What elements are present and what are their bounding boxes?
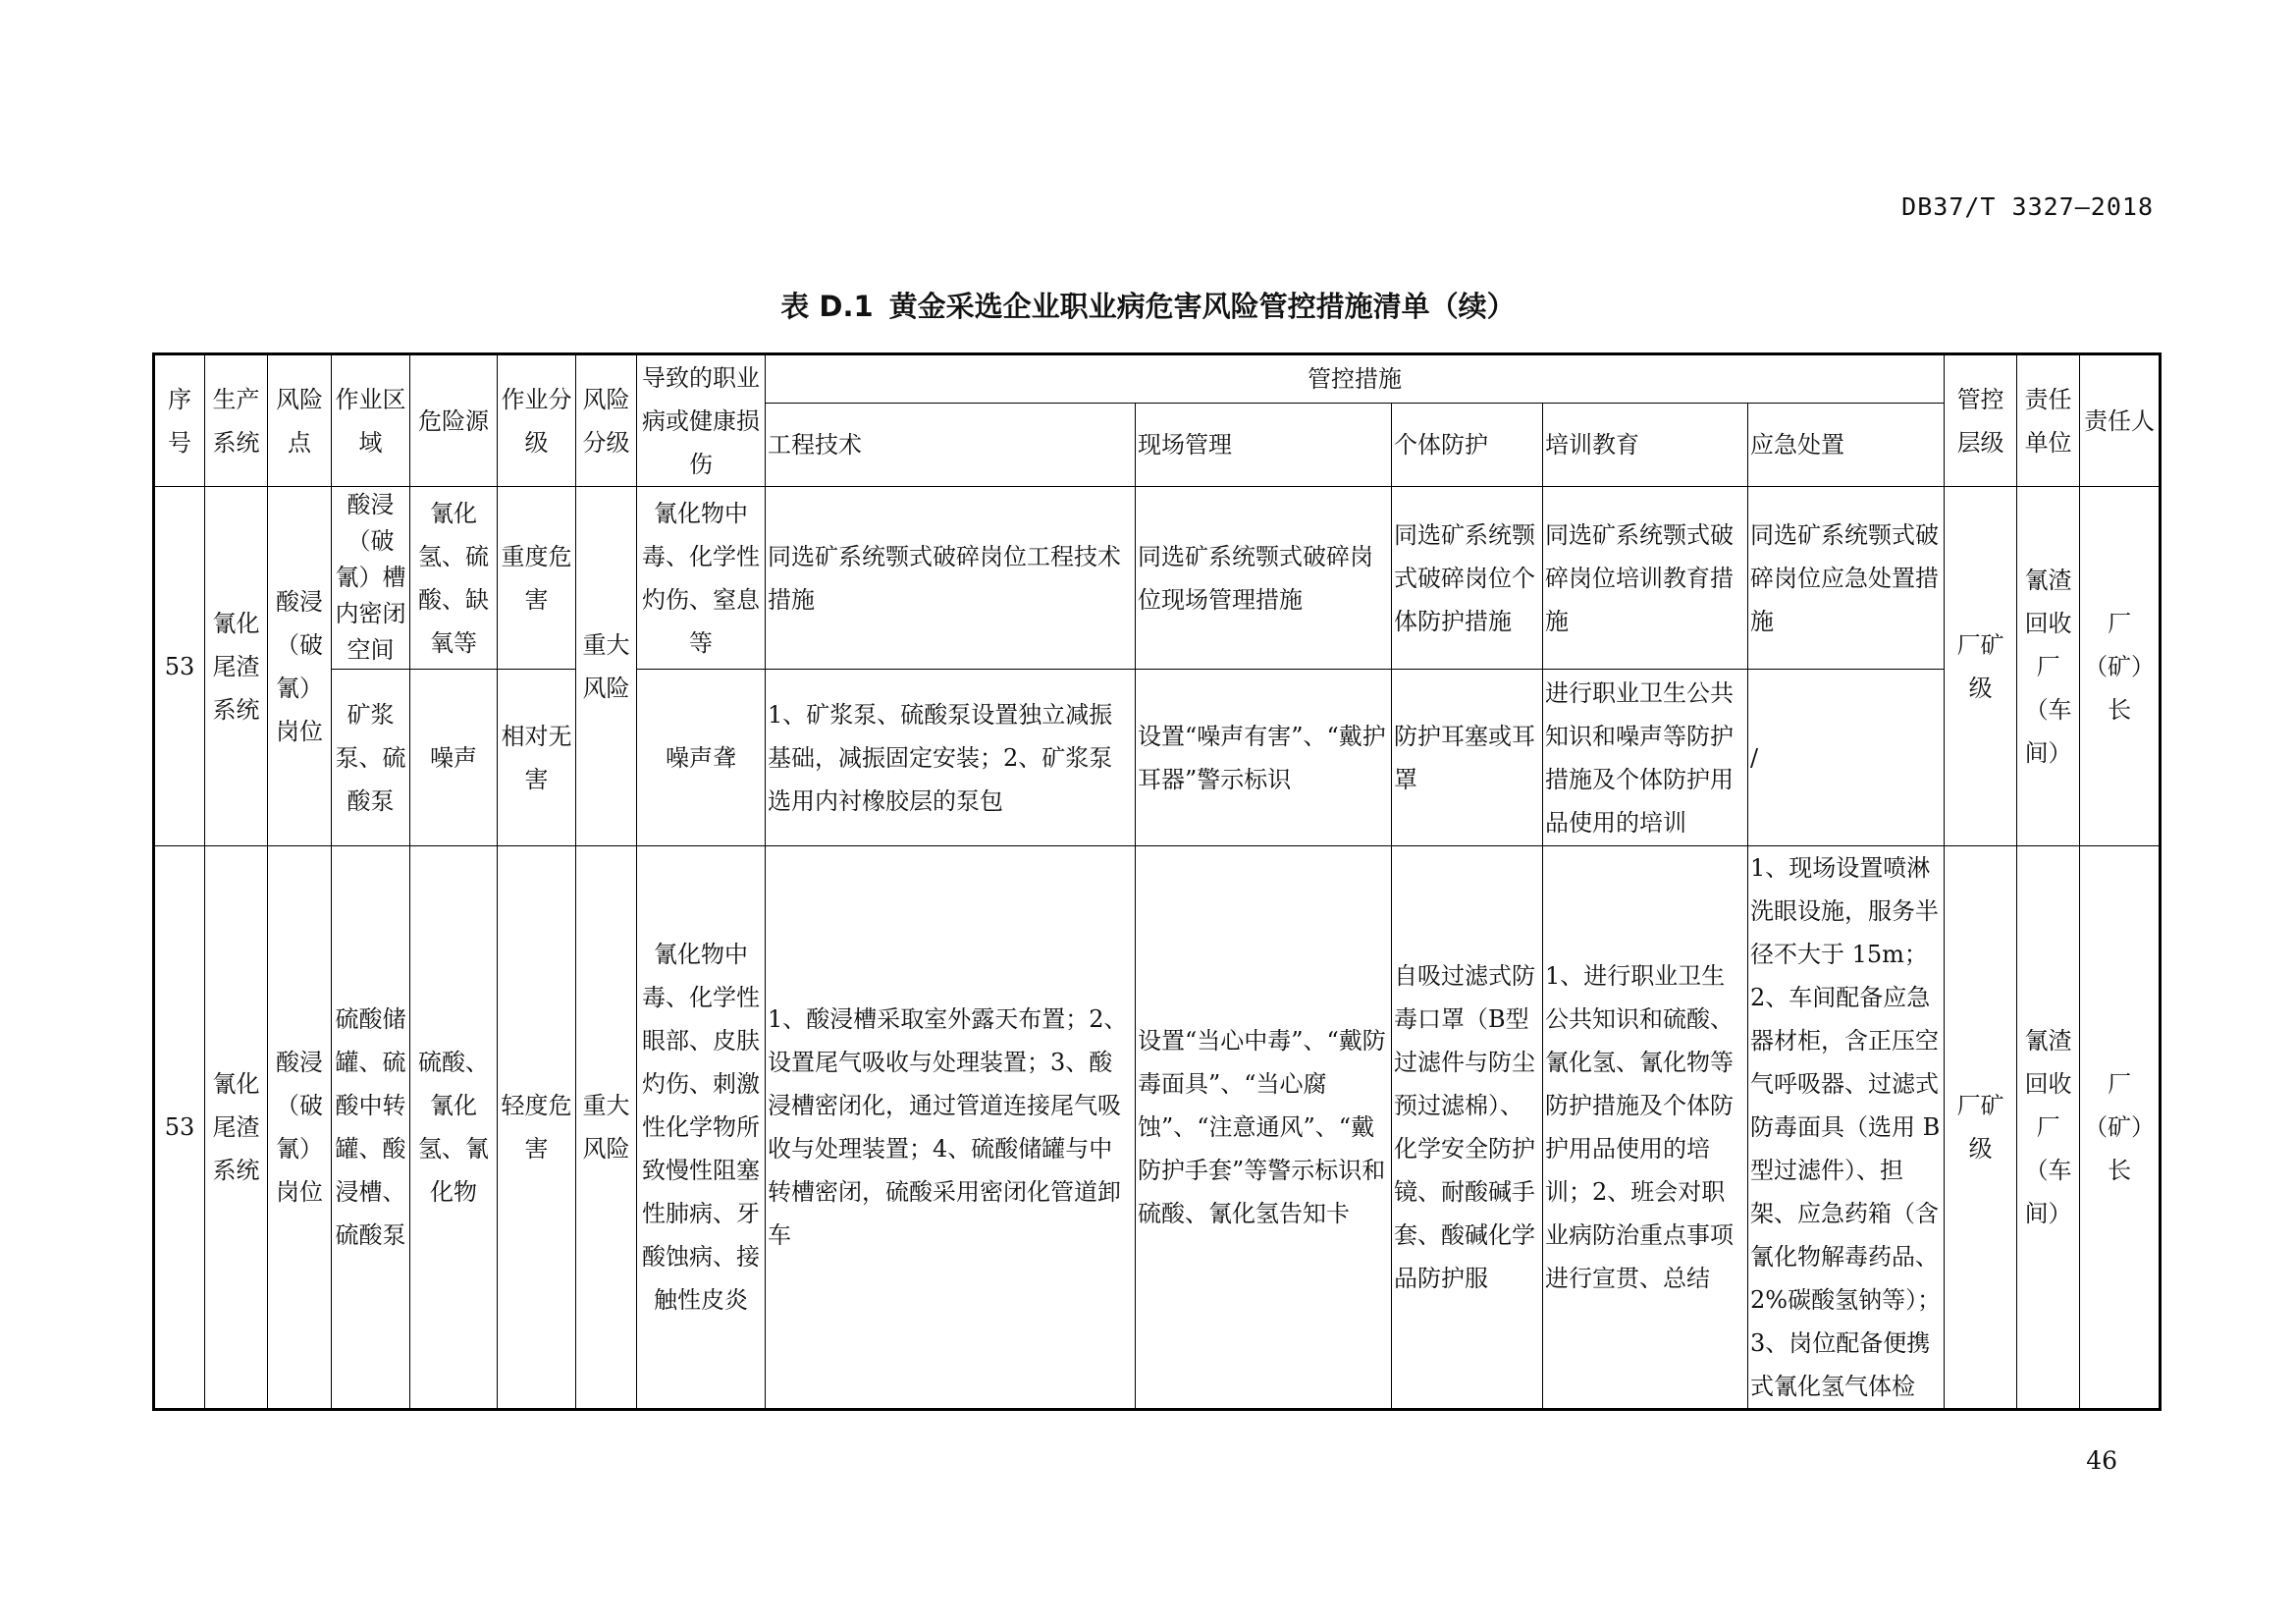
- table-row: [154, 670, 2161, 846]
- cell-engineering: 同选矿系统颚式破碎岗位工程技术措施: [766, 487, 1136, 670]
- col-responsible-unit: 责任单位: [2017, 354, 2080, 487]
- cell-disease: 氰化物中毒、化学性灼伤、窒息等: [637, 487, 766, 670]
- cell-system: 氰化尾渣系统: [205, 487, 268, 846]
- cell-emergency: 同选矿系统颚式破碎岗位应急处置措施: [1748, 487, 1945, 670]
- cell-control-level: 厂矿级: [1945, 846, 2017, 1410]
- cell-emergency: /: [1748, 670, 1945, 846]
- col-control-measures: 管控措施: [766, 354, 1945, 404]
- col-control-level: 管控层级: [1945, 354, 2017, 487]
- cell-responsible-unit: 氰渣回收厂（车间）: [2017, 487, 2080, 846]
- cell-risk-point: 酸浸（破氰）岗位: [268, 487, 332, 846]
- cell-site-management: 设置“当心中毒”、“戴防毒面具”、“当心腐蚀”、“注意通风”、“戴防护手套”等警示标识和硫酸、氰化氢告知卡: [1136, 846, 1392, 1410]
- cell-engineering: 1、矿浆泵、硫酸泵设置独立减振基础，减振固定安装；2、矿浆泵选用内衬橡胶层的泵包: [766, 670, 1136, 846]
- col-seq: 序号: [154, 354, 205, 487]
- col-area: 作业区域: [332, 354, 410, 487]
- cell-area: 酸浸（破氰）槽内密闭空间: [332, 487, 410, 670]
- cell-seq: 53: [154, 487, 205, 846]
- cell-training: 同选矿系统颚式破碎岗位培训教育措施: [1543, 487, 1748, 670]
- col-hazard: 危险源: [410, 354, 498, 487]
- col-system: 生产系统: [205, 354, 268, 487]
- cell-risk-point: 酸浸（破氰）岗位: [268, 846, 332, 1410]
- cell-ppe: 防护耳塞或耳罩: [1392, 670, 1543, 846]
- cell-emergency: 1、现场设置喷淋洗眼设施，服务半径不大于 15m；2、车间配备应急器材柜，含正压空气呼吸器、过滤式防毒面具（选用 B 型过滤件）、担架、应急药箱（含氰化物解毒药品、2%碳酸氢钠等）；3、岗位配备便携式氰化氢气体检: [1748, 846, 1945, 1410]
- table-title: [0, 285, 2296, 325]
- col-engineering: 工程技术: [766, 404, 1136, 487]
- col-risk-grade: 风险分级: [576, 354, 637, 487]
- cell-engineering: 1、酸浸槽采取室外露天布置；2、设置尾气吸收与处理装置；3、酸浸槽密闭化，通过管道连接尾气吸收与处理装置；4、硫酸储罐与中转槽密闭，硫酸采用密闭化管道卸车: [766, 846, 1136, 1410]
- cell-site-management: 同选矿系统颚式破碎岗位现场管理措施: [1136, 487, 1392, 670]
- cell-control-level: 厂矿级: [1945, 487, 2017, 846]
- table-row: [154, 487, 2161, 670]
- cell-disease: 噪声聋: [637, 670, 766, 846]
- col-site-management: 现场管理: [1136, 404, 1392, 487]
- table-number: 表 D.1: [780, 290, 874, 323]
- cell-responsible-unit: 氰渣回收厂（车间）: [2017, 846, 2080, 1410]
- cell-responsible-person: 厂（矿）长: [2080, 487, 2161, 846]
- cell-training: 1、进行职业卫生公共知识和硫酸、氰化氢、氰化物等防护措施及个体防护用品使用的培训；2、班会对职业病防治重点事项进行宣贯、总结: [1543, 846, 1748, 1410]
- cell-responsible-person: 厂（矿）长: [2080, 846, 2161, 1410]
- cell-risk-grade: 重大风险: [576, 846, 637, 1410]
- table-row: [154, 846, 2161, 1410]
- cell-hazard: 噪声: [410, 670, 498, 846]
- col-risk-point: 风险点: [268, 354, 332, 487]
- risk-control-table: [152, 352, 2162, 1411]
- document-code: DB37/T 3327—2018: [1901, 192, 2154, 221]
- cell-hazard: 氰化氢、硫酸、缺氧等: [410, 487, 498, 670]
- cell-work-grade: 相对无害: [498, 670, 576, 846]
- col-disease: 导致的职业病或健康损伤: [637, 354, 766, 487]
- cell-system: 氰化尾渣系统: [205, 846, 268, 1410]
- cell-seq: 53: [154, 846, 205, 1410]
- page-number: 46: [2086, 1446, 2117, 1475]
- cell-disease: 氰化物中毒、化学性眼部、皮肤灼伤、刺激性化学物所致慢性阻塞性肺病、牙酸蚀病、接触性皮炎: [637, 846, 766, 1410]
- col-work-grade: 作业分级: [498, 354, 576, 487]
- cell-ppe: 自吸过滤式防毒口罩（B型过滤件与防尘预过滤棉）、化学安全防护镜、耐酸碱手套、酸碱化学品防护服: [1392, 846, 1543, 1410]
- cell-risk-grade: 重大风险: [576, 487, 637, 846]
- col-ppe: 个体防护: [1392, 404, 1543, 487]
- cell-training: 进行职业卫生公共知识和噪声等防护措施及个体防护用品使用的培训: [1543, 670, 1748, 846]
- col-training: 培训教育: [1543, 404, 1748, 487]
- cell-ppe: 同选矿系统颚式破碎岗位个体防护措施: [1392, 487, 1543, 670]
- cell-area: 硫酸储罐、硫酸中转罐、酸浸槽、硫酸泵: [332, 846, 410, 1410]
- cell-hazard: 硫酸、氰化氢、氰化物: [410, 846, 498, 1410]
- col-responsible-person: 责任人: [2080, 354, 2161, 487]
- table-title-text: 黄金采选企业职业病危害风险管控措施清单（续）: [888, 290, 1516, 323]
- cell-site-management: 设置“噪声有害”、“戴护耳器”警示标识: [1136, 670, 1392, 846]
- cell-work-grade: 重度危害: [498, 487, 576, 670]
- cell-work-grade: 轻度危害: [498, 846, 576, 1410]
- col-emergency: 应急处置: [1748, 404, 1945, 487]
- cell-area: 矿浆泵、硫酸泵: [332, 670, 410, 846]
